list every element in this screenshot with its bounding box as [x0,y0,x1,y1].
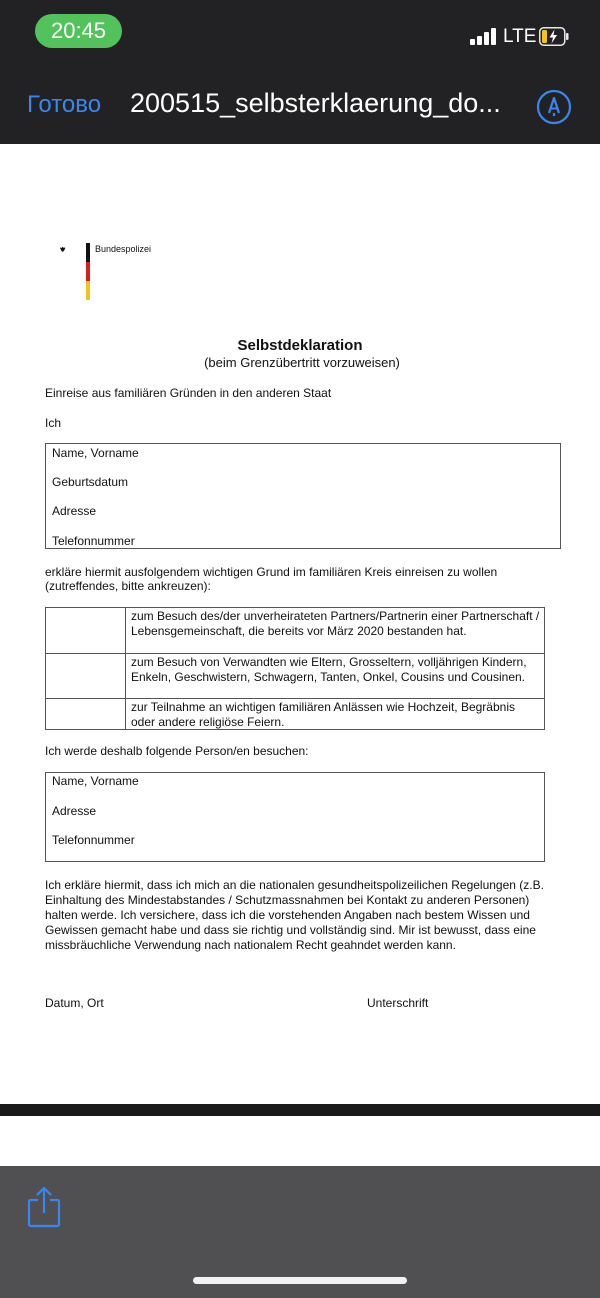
document-title: 200515_selbsterklaerung_do... [130,88,501,118]
visited-person-box[interactable] [45,772,545,862]
form-subtitle: (beim Grenzübertritt vorzuweisen) [204,355,400,370]
next-page-area [0,1116,600,1166]
declaration-hint: (zutreffendes, bitte ankreuzen): [45,579,211,593]
ich-label: Ich [45,416,62,430]
personal-data-box[interactable] [45,443,561,549]
closing-statement: Ich erkläre hiermit, dass ich mich an die nationalen gesundheitspolizeilichen Regelungen (z.B. Einhaltung des Mindestabstandes / Schutzmassnahmen bei Kontakt zu anderen Personen) halten werde. Ich versichere, dass ich die vorstehenden Angaben nach bestem Wissen und Gewissen gemacht habe und dass sie richtig und vollständig sind. Mir ist bewusst, dass eine missbräuchliche Verwendung nach nationalem Recht geahndet werden kann. [45,878,544,952]
visit-intro: Ich werde deshalb folgende Person/en besuchen: [45,744,309,758]
declaration-text: erkläre hiermit ausfolgendem wichtigen Grund im familiären Kreis einreisen zu wollen [45,565,498,579]
reason-text: zum Besuch von Verwandten wie Eltern, Grosseltern, volljährigen Kindern, Enkeln, Geschwistern, Schwagern, Tanten, Onkel, Cousins und Cousinen. [131,655,527,684]
reason-checkbox-events[interactable] [46,699,126,729]
phone-field-label: Telefonnummer [52,534,135,548]
visit-phone-label: Telefonnummer [52,833,135,847]
signature-label: Unterschrift [367,996,429,1010]
reason-row [46,608,544,653]
reason-checkbox-partner[interactable] [46,608,126,653]
markup-pen-icon[interactable] [536,89,572,125]
page-separator [0,1104,600,1116]
network-type: LTE [503,26,537,47]
date-place-label: Datum, Ort [45,996,104,1010]
home-indicator[interactable] [193,1277,407,1284]
share-icon[interactable] [27,1186,61,1228]
reasons-table [45,607,545,730]
address-field-label: Adresse [52,504,97,518]
battery-charging-icon [539,27,569,46]
birthdate-field-label: Geburtsdatum [52,475,129,489]
visit-address-label: Adresse [52,804,97,818]
reason-row [46,653,544,698]
reason-checkbox-relatives[interactable] [46,654,126,698]
visit-name-label: Name, Vorname [52,774,139,788]
intro-text: Einreise aus familiären Gründen in den anderen Staat [45,386,332,400]
form-title: Selbstdeklaration [237,337,363,354]
name-field-label: Name, Vorname [52,446,139,460]
agency-name: Bundespolizei [95,244,152,254]
german-flag-stripe [86,243,90,300]
top-bar [0,0,600,144]
done-button[interactable]: Готово [27,91,102,118]
reason-row [46,698,544,729]
status-time[interactable]: 20:45 [35,14,122,48]
cellular-signal-icon [470,28,498,45]
federal-eagle-icon [60,242,82,266]
reason-text: zum Besuch des/der unverheirateten Partners/Partnerin einer Partnerschaft / Lebensgemeinschaft, die bereits vor März 2020 bestanden hat. [131,609,540,638]
reason-text: zur Teilnahme an wichtigen familiären Anlässen wie Hochzeit, Begräbnis oder andere religiöse Feiern. [131,700,515,729]
